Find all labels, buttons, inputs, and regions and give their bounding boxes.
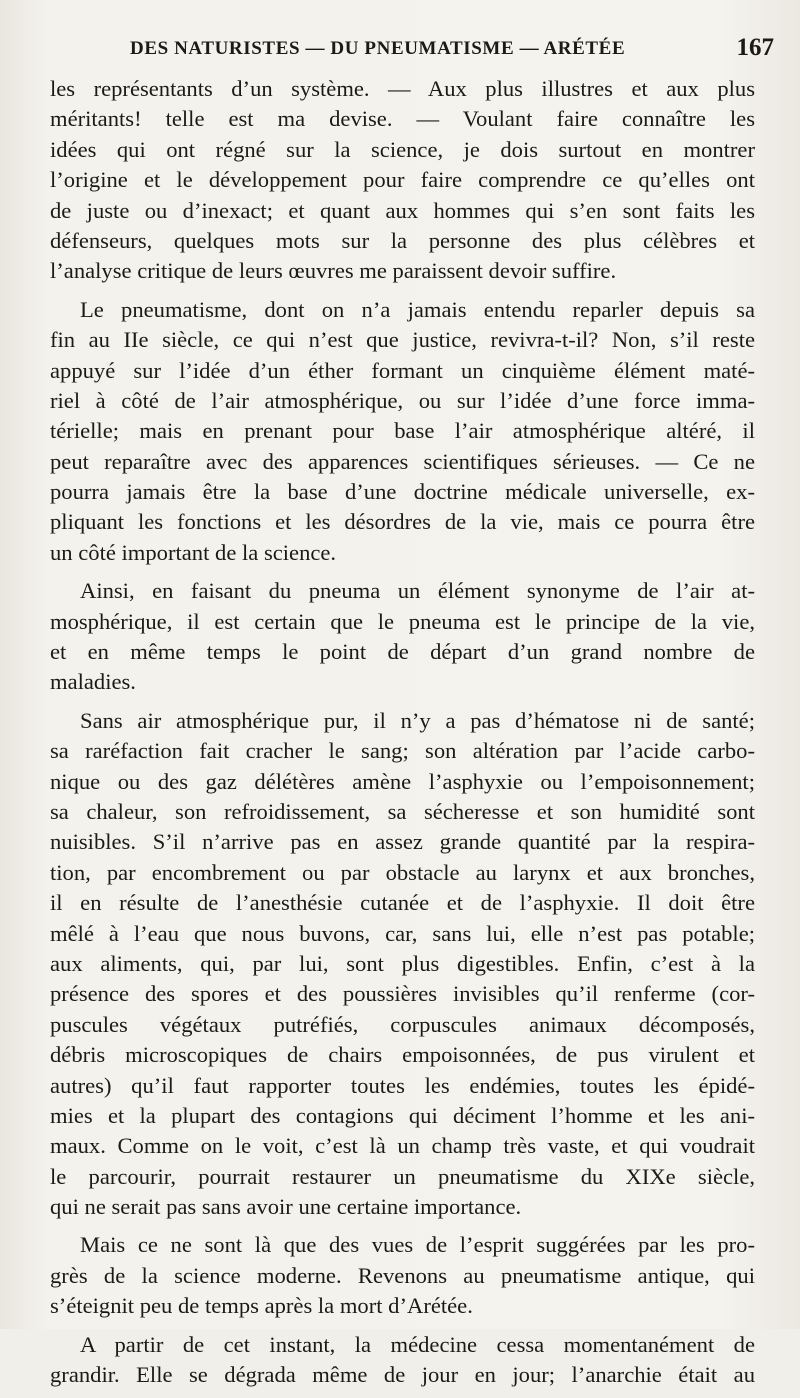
text-line: appuyé sur l’idée d’un éther formant un cinquième élément maté- [50, 357, 755, 383]
text-line: pourra jamais être la base d’une doctrine médicale universelle, ex- [50, 479, 755, 505]
text-line: l’analyse critique de leurs œuvres me paraissent devoir suffire. [50, 258, 617, 284]
text-line: qui ne serait pas sans avoir une certaine importance. [50, 1194, 522, 1220]
running-title: DES NATURISTES — DU PNEUMATISME — ARÉTÉE [130, 38, 626, 59]
page-number: 167 [736, 34, 774, 61]
text-line: aux aliments, qui, par lui, sont plus digestibles. Enfin, c’est à la [50, 950, 755, 976]
text-line: grès de la science moderne. Revenons au pneumatisme antique, qui [50, 1262, 755, 1288]
text-line: de juste ou d’inexact; et quant aux hommes qui s’en sont faits les [50, 197, 755, 223]
text-line: présence des spores et des poussières invisibles qu’il renferme (cor- [50, 981, 755, 1007]
paragraph [50, 1230, 755, 1321]
text-line: tion, par encombrement ou par obstacle au larynx et aux bronches, [50, 859, 755, 885]
text-line: maladies. [50, 669, 136, 695]
text-line: pliquant les fonctions et les désordres de la vie, mais ce pourra être [50, 509, 755, 535]
text-line: nique ou des gaz délétères amène l’asphyxie ou l’empoisonnement; [50, 768, 755, 794]
paragraph [50, 576, 755, 698]
text-line: Mais ce ne sont là que des vues de l’esprit suggérées par les pro- [80, 1232, 755, 1258]
text-line: nuisibles. S’il n’arrive pas en assez grande quantité par la respira- [50, 829, 755, 855]
text-line: térielle; mais en prenant pour base l’air atmosphérique altéré, il [50, 418, 755, 444]
text-line: sa raréfaction fait cracher le sang; son altération par l’acide carbo- [50, 738, 755, 764]
text-line: défenseurs, quelques mots sur la personne des plus célèbres et [50, 227, 755, 253]
text-line: il en résulte de l’anesthésie cutanée et de l’asphyxie. Il doit être [50, 890, 755, 916]
paragraph [50, 1330, 755, 1391]
text-line: sa chaleur, son refroidissement, sa sécheresse et son humidité sont [50, 798, 755, 824]
text-line: les représentants d’un système. — Aux plus illustres et aux plus [50, 76, 755, 101]
text-line: grandir. Elle se dégrada même de jour en jour; l’anarchie était au [50, 1362, 755, 1388]
paragraph [50, 295, 755, 569]
text-line: l’origine et le développement pour faire comprendre ce qu’elles ont [50, 167, 755, 193]
page-header [50, 34, 780, 70]
text-line: Le pneumatisme, dont on n’a jamais entendu reparler depuis sa [80, 296, 755, 322]
body-text [50, 74, 755, 1398]
paragraph [50, 74, 755, 287]
text-line: riel à côté de l’air atmosphérique, ou sur l’idée d’une force imma- [50, 387, 755, 413]
text-line: maux. Comme on le voit, c’est là un champ très vaste, et qui voudrait [50, 1133, 755, 1159]
text-line: mosphérique, il est certain que le pneuma est le principe de la vie, [50, 608, 755, 634]
text-line: mêlé à l’eau que nous buvons, car, sans lui, elle n’est pas potable; [50, 920, 755, 946]
text-line: idées qui ont régné sur la science, je dois surtout en montrer [50, 136, 755, 162]
text-line: peut reparaître avec des apparences scientifiques sérieuses. — Ce ne [50, 448, 755, 474]
paragraph [50, 706, 755, 1223]
text-line: autres) qu’il faut rapporter toutes les endémies, toutes les épidé- [50, 1072, 755, 1098]
text-line: fin au IIe siècle, ce qui n’est que justice, revivra-t-il? Non, s’il reste [50, 327, 755, 353]
text-line: mies et la plupart des contagions qui déciment l’homme et les ani- [50, 1102, 755, 1128]
text-line: débris microscopiques de chairs empoisonnées, de pus virulent et [50, 1042, 755, 1068]
text-line: le parcourir, pourrait restaurer un pneumatisme du XIXe siècle, [50, 1163, 755, 1189]
text-line: méritants! telle est ma devise. — Voulant faire connaître les [50, 106, 755, 132]
text-line: puscules végétaux putréfiés, corpuscules animaux décomposés, [50, 1011, 755, 1037]
text-line: Sans air atmosphérique pur, il n’y a pas d’hématose ni de santé; [80, 707, 755, 733]
text-line: un côté important de la science. [50, 539, 337, 565]
text-line: Ainsi, en faisant du pneuma un élément synonyme de l’air at- [80, 578, 755, 604]
text-line: et en même temps le point de départ d’un grand nombre de [50, 639, 755, 665]
text-line: s’éteignit peu de temps après la mort d’Arétée. [50, 1293, 473, 1319]
text-line: A partir de cet instant, la médecine cessa momentanément de [80, 1331, 755, 1357]
